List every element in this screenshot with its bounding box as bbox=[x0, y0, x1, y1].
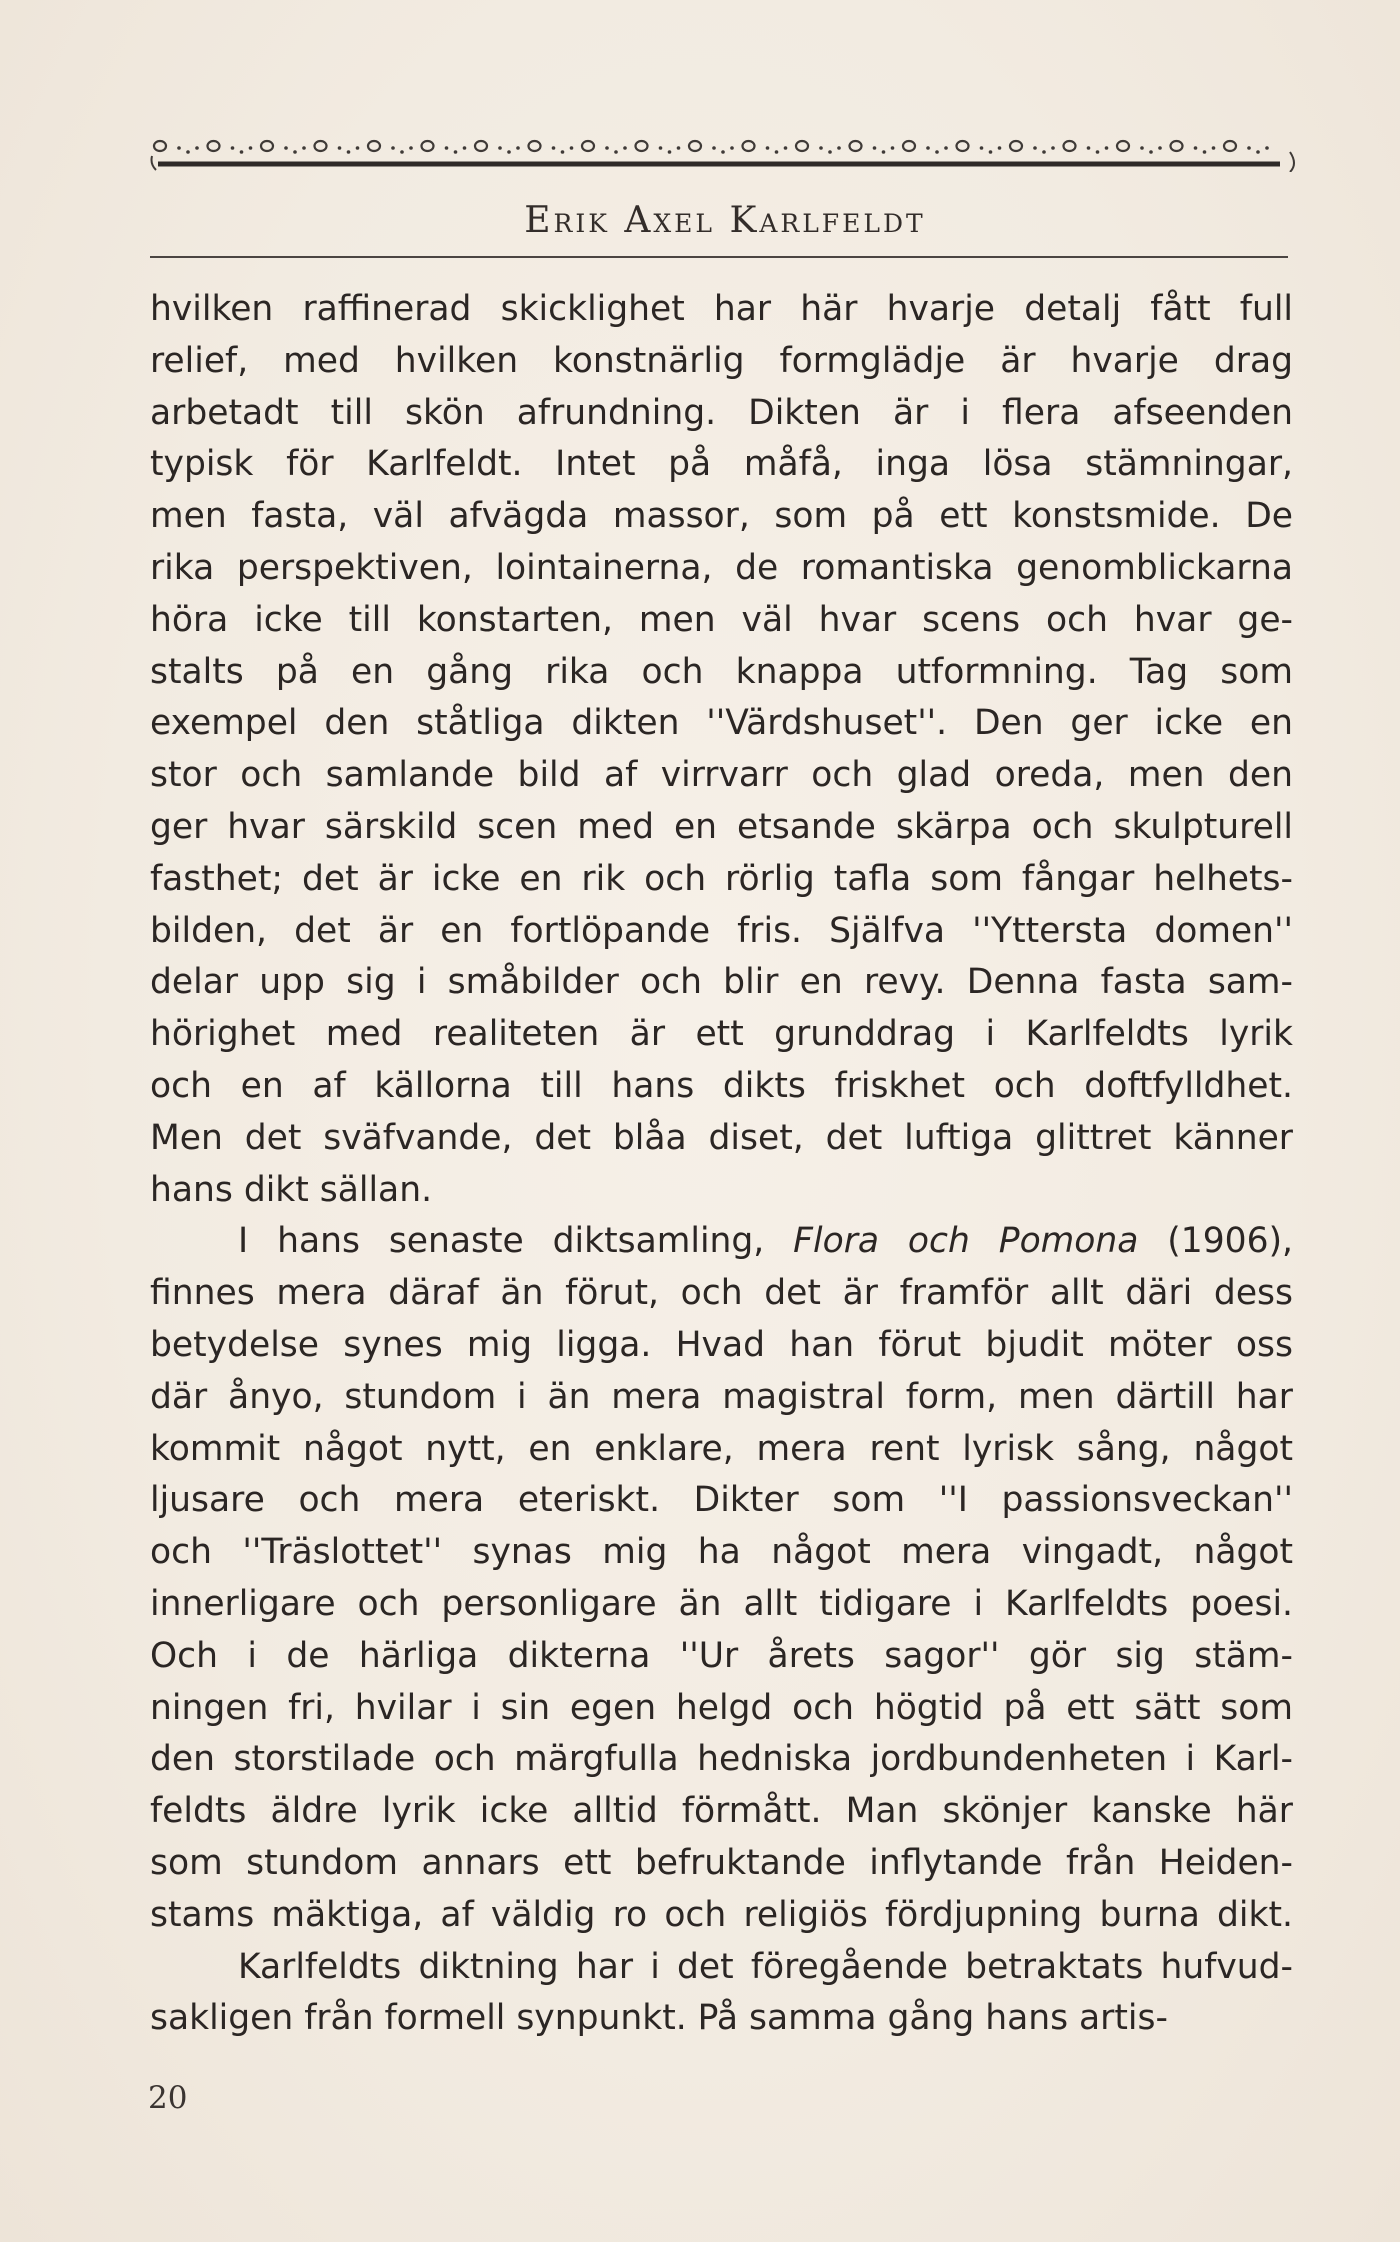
chain-dot bbox=[766, 146, 770, 150]
chain-link bbox=[1171, 141, 1183, 151]
text-line: stor och samlande bild af virrvarr och glad oreda, men den bbox=[150, 755, 1293, 796]
chain-dot bbox=[186, 150, 190, 154]
chain-dot bbox=[356, 146, 360, 150]
chain-dot bbox=[873, 146, 877, 150]
text-line: finnes mera däraf än förut, och det är framför allt däri dess bbox=[150, 1273, 1293, 1314]
chain-dot bbox=[926, 146, 930, 150]
chain-dot bbox=[989, 150, 993, 154]
text-line: Och i de härliga dikterna ''Ur årets sagor'' gör sig stäm- bbox=[150, 1635, 1293, 1676]
chain-link bbox=[743, 141, 755, 151]
chain-dot bbox=[1042, 150, 1046, 154]
chain-link bbox=[582, 141, 594, 151]
text-line: stams mäktiga, af väldig ro och religiös fördjupning burna dikt. bbox=[150, 1894, 1293, 1935]
text-line: fasthet; det är icke en rik och rörlig tafla som fångar helhets- bbox=[150, 858, 1293, 899]
text-line: feldts äldre lyrik icke alltid förmått. Man skönjer kanske här bbox=[150, 1791, 1293, 1832]
chain-dot bbox=[463, 146, 467, 150]
chain-link bbox=[368, 141, 380, 151]
text-line: typisk för Karlfeldt. Intet på måfå, inga lösa stämningar, bbox=[150, 444, 1293, 485]
chain-dot bbox=[944, 146, 948, 150]
text-line: exempel den ståtliga dikten ''Värdshuset''. Den ger icke en bbox=[150, 703, 1293, 744]
chain-dot bbox=[668, 150, 672, 154]
text-line: Men det sväfvande, det blåa diset, det luftiga glittret känner bbox=[150, 1117, 1293, 1158]
chain-dot bbox=[1149, 150, 1153, 154]
chain-dot bbox=[231, 146, 235, 150]
text-line-pre: I hans senaste diktsamling, bbox=[238, 1221, 794, 1262]
text-line: ger hvar särskild scen med en etsande skärpa och skulpturell bbox=[150, 806, 1293, 847]
chain-dot bbox=[1051, 146, 1055, 150]
text-line: innerligare och personligare än allt tidigare i Karlfeldts poesi. bbox=[150, 1583, 1293, 1624]
chain-dot bbox=[882, 150, 886, 154]
chain-dot bbox=[891, 146, 895, 150]
chain-link bbox=[957, 141, 969, 151]
chain-dot bbox=[177, 146, 181, 150]
running-head: Erik Axel Karlfeldt bbox=[524, 200, 926, 241]
text-line: betydelse synes mig ligga. Hvad han förut bjudit möter oss bbox=[150, 1324, 1293, 1365]
chain-link bbox=[154, 141, 166, 151]
chain-dot bbox=[498, 146, 502, 150]
text-line: ningen fri, hvilar i sin egen helgd och högtid på ett sätt som bbox=[150, 1687, 1293, 1728]
chain-dot bbox=[1194, 146, 1198, 150]
chain-dot bbox=[338, 146, 342, 150]
chain-dot bbox=[1212, 146, 1216, 150]
chain-dot bbox=[552, 146, 556, 150]
text-line: och ''Träslottet'' synas mig ha något mera vingadt, något bbox=[150, 1532, 1293, 1573]
text-line: ljusare och mera eteriskt. Dikter som ''I passionsveckan'' bbox=[150, 1480, 1293, 1521]
chain-link bbox=[903, 141, 915, 151]
chain-dot bbox=[819, 146, 823, 150]
chain-link bbox=[529, 141, 541, 151]
chain-dot bbox=[623, 146, 627, 150]
chain-dot bbox=[1265, 146, 1269, 150]
text-line: delar upp sig i småbilder och blir en revy. Denna fasta sam- bbox=[150, 962, 1293, 1003]
chain-link bbox=[475, 141, 487, 151]
chain-dot bbox=[409, 146, 413, 150]
chain-link bbox=[1064, 141, 1076, 151]
chain-dot bbox=[980, 146, 984, 150]
chain-link bbox=[1010, 141, 1022, 151]
chain-link bbox=[689, 141, 701, 151]
text-line: stalts på en gång rika och knappa utformning. Tag som bbox=[150, 651, 1293, 692]
page-number: 20 bbox=[148, 2080, 188, 2116]
chain-link bbox=[1224, 141, 1236, 151]
chain-dot bbox=[570, 146, 574, 150]
text-line: hörighet med realiteten är ett grunddrag i Karlfeldts lyrik bbox=[150, 1014, 1293, 1055]
text-line: hvilken raffinerad skicklighet har här hvarje detalj fått full bbox=[150, 289, 1293, 329]
text-line: rika perspektiven, lointainerna, de romantiska genomblickarna bbox=[150, 547, 1293, 588]
text-line: arbetadt till skön afrundning. Dikten är i flera afseenden bbox=[150, 392, 1293, 433]
text-line: kommit något nytt, en enklare, mera rent lyrisk sång, något bbox=[150, 1428, 1293, 1469]
text-line: höra icke till konstarten, men väl hvar scens och hvar ge- bbox=[150, 599, 1293, 640]
chain-dot bbox=[293, 150, 297, 154]
chain-dot bbox=[1203, 150, 1207, 154]
chain-dot bbox=[1105, 146, 1109, 150]
decorative-chain-ornament bbox=[150, 112, 1300, 172]
chain-dot bbox=[195, 146, 199, 150]
chain-dot bbox=[1247, 146, 1251, 150]
text-line: men fasta, väl afvägda massor, som på ett konstsmide. De bbox=[150, 496, 1293, 537]
chain-dot bbox=[775, 150, 779, 154]
chain-dot bbox=[1158, 146, 1162, 150]
text-line-post: (1906), bbox=[1138, 1221, 1293, 1262]
chain-dot bbox=[1256, 150, 1260, 154]
text-line: den storstilade och märgfulla hedniska jordbundenheten i Karl- bbox=[150, 1739, 1293, 1780]
chain-dot bbox=[1033, 146, 1037, 150]
chain-dot bbox=[721, 150, 725, 154]
chain-dot bbox=[998, 146, 1002, 150]
text-line bbox=[150, 1216, 1293, 1268]
chain-dot bbox=[614, 150, 618, 154]
text-line: hans dikt sällan. bbox=[150, 1169, 433, 1210]
chain-dot bbox=[400, 150, 404, 154]
chain-dot bbox=[1140, 146, 1144, 150]
chain-link bbox=[850, 141, 862, 151]
chain-dot bbox=[935, 150, 939, 154]
chain-dot bbox=[454, 150, 458, 154]
chain-dot bbox=[605, 146, 609, 150]
chain-dot bbox=[730, 146, 734, 150]
chain-dot bbox=[240, 150, 244, 154]
chain-dot bbox=[347, 150, 351, 154]
chain-dot bbox=[391, 146, 395, 150]
chain-link bbox=[422, 141, 434, 151]
chain-dot bbox=[516, 146, 520, 150]
chain-dot bbox=[302, 146, 306, 150]
chain-link bbox=[636, 141, 648, 151]
chain-dot bbox=[249, 146, 253, 150]
chain-link bbox=[261, 141, 273, 151]
text-line: som stundom annars ett befruktande inflytande från Heiden- bbox=[150, 1842, 1293, 1883]
text-line: sakligen från formell synpunkt. På samma gång hans artis- bbox=[150, 1998, 1168, 2039]
chain-dot bbox=[445, 146, 449, 150]
chain-dot bbox=[284, 146, 288, 150]
chain-dot bbox=[659, 146, 663, 150]
text-line: bilden, det är en fortlöpande fris. Själfva ''Yttersta domen'' bbox=[150, 910, 1293, 951]
text-line: och en af källorna till hans dikts friskhet och doftfylldhet. bbox=[150, 1065, 1293, 1106]
chain-link bbox=[315, 141, 327, 151]
chain-link bbox=[208, 141, 220, 151]
chain-dot bbox=[784, 146, 788, 150]
chain-link bbox=[1117, 141, 1129, 151]
chain-dot bbox=[1087, 146, 1091, 150]
chain-dot bbox=[837, 146, 841, 150]
chain-dot bbox=[1096, 150, 1100, 154]
chain-dot bbox=[828, 150, 832, 154]
body-text bbox=[150, 284, 1293, 2045]
text-line: relief, med hvilken konstnärlig formglädje är hvarje drag bbox=[150, 340, 1293, 381]
chain-link bbox=[796, 141, 808, 151]
text-line: där ånyo, stundom i än mera magistral form, men därtill har bbox=[150, 1376, 1293, 1417]
chain-dot bbox=[507, 150, 511, 154]
chain-dot bbox=[561, 150, 565, 154]
book-title-italic: Flora och Pomona bbox=[793, 1221, 1139, 1262]
text-line: Karlfeldts diktning har i det föregående betraktats hufvud- bbox=[238, 1946, 1293, 1987]
header-rule bbox=[150, 256, 1288, 258]
chain-dot bbox=[677, 146, 681, 150]
chain-dot bbox=[712, 146, 716, 150]
